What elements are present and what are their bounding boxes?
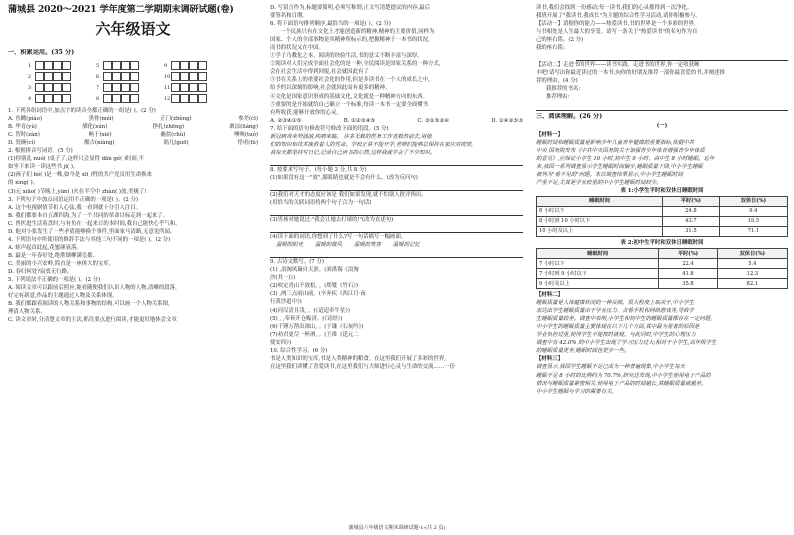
motto-answer-line[interactable] (576, 52, 788, 61)
grid-box[interactable] (44, 94, 53, 103)
q4-line-3: C. 美丽的小兴安岭,简直是一座体大的宝库。 (8, 260, 115, 267)
grid-box[interactable] (130, 61, 139, 70)
table-cell: 9 小时及以上 (537, 279, 659, 289)
grid-box[interactable] (198, 61, 207, 70)
material-3-line-4: 中小学生睡眠与学习的需要有关。 (536, 388, 617, 395)
q8-item-3: (3)男孩对她说过:"我会让她去打球的!"(改为直述句) (270, 217, 394, 224)
q10-line-2: 在这里我们读懂了喜爱读书,在这里我们与大师进行心灵与生命的交流……一份 (270, 363, 455, 370)
q1-option-word: B. 华育(yù) (8, 124, 37, 131)
material-1-line-1: 睡眠时间和睡眠质量是影响少年儿童青年健康的重要指标,依据中共 (536, 139, 695, 146)
q6-option: D. ①④②⑤③ (491, 117, 523, 124)
grid-entry-5 (96, 61, 158, 70)
grid-number: 10 (164, 73, 171, 80)
grid-entry-11 (164, 83, 226, 92)
grid-box[interactable] (130, 83, 139, 92)
q9-lines (270, 266, 523, 346)
table-cell: 31.5 (663, 226, 720, 236)
table-1-caption: 表 1:小学生平时和双休日睡眠时间 (620, 187, 704, 194)
grid-box[interactable] (53, 61, 62, 70)
q2-line-1: (1)你别乱 nuó( )桌子了,这样只会显得 dān gé( )时间,不 (8, 156, 144, 163)
grid-number: 2 (28, 73, 32, 80)
column-middle (270, 4, 523, 371)
grid-box[interactable] (189, 94, 198, 103)
material-2-line-4: 中小学生的睡眠质量主要体现在以下几个方面,其中最为显著的原因是 (536, 324, 700, 331)
q9-line-10: 使安西》) (270, 339, 291, 346)
material-1-text (536, 139, 788, 187)
page-footer: 蒲城县六年级语文期末调研试题-1-(共 2 页) (348, 525, 446, 531)
grid-box[interactable] (53, 72, 62, 81)
table-cell: 8 小时到 10 小时以下 (537, 216, 663, 226)
grid-box[interactable] (62, 83, 71, 92)
q8-item-2b: (用恰当的关联词语将两个句子合为一句话) (270, 200, 372, 207)
table-row (537, 269, 788, 279)
q1-option-word: 俘虏(fú) (237, 140, 258, 147)
table-1 (536, 196, 788, 237)
grid-box[interactable] (171, 61, 180, 70)
grid-entry-12 (164, 94, 226, 103)
q6-option: A. ②③④①⑤ (270, 117, 302, 124)
q3-lines (8, 204, 258, 236)
q8-item-2: (2)我们对天才的态度应该是 我们如果发现,就不怕别人批评指出。 (270, 191, 427, 198)
activity-2-line-1: 【活动二】走进书的世界——读书实践。走进书的世界,你一定收获颇 (536, 62, 700, 69)
grid-box[interactable] (103, 94, 112, 103)
q6-option: B. ①②③④⑤ (343, 117, 376, 124)
material-2-line-7: 的睡眠质量更差,睡眠时间也更少一些。 (536, 348, 630, 355)
grid-entry-6 (96, 72, 158, 81)
grid-box[interactable] (35, 61, 44, 70)
col3-top-line-3: 【活动一】请据你的能力——热爱读书,书的世界是一个多彩的世界, (536, 21, 696, 28)
q5-line-3: B. 我们都跟着阅读的人物关系和事物的结构,可以画一个人物关系图, (8, 301, 170, 308)
grid-box[interactable] (53, 94, 62, 103)
activity-2-line-2: 丰吧!请写出你最近读过的一本书,向你的好朋友推荐一部你最喜爱的书,并阐述推 (536, 70, 725, 77)
grid-number: 6 (96, 73, 100, 80)
grid-box[interactable] (171, 72, 180, 81)
grid-box[interactable] (103, 83, 112, 92)
grid-box[interactable] (121, 61, 130, 70)
q1-option-row (8, 131, 258, 139)
q10-prompt: 10. 综合性学习。(6 分) (270, 347, 328, 354)
q1-option-word: 驯化(xún) (82, 124, 108, 131)
q8-answer-line-3[interactable] (270, 224, 523, 233)
col2-top-lines (270, 4, 523, 20)
grid-box[interactable] (112, 72, 121, 81)
q8-word: 温暖的记忆 (392, 242, 420, 249)
grid-box[interactable] (35, 72, 44, 81)
writing-grid (28, 61, 258, 103)
q2-line-3: (2)孩子们 bó( )是一株,如今是 xī( )牲的共产党员用生命换来 (8, 172, 152, 179)
q1-option-word: 涡儿(guō) (163, 140, 189, 147)
section-3-heading: 三、阅读理解。(26 分) (536, 112, 603, 120)
q8-word: 温暖的阳光 (276, 242, 303, 249)
q9-line-3: (2)咬定青山不放松, 。(郑燮《竹石》) (270, 283, 359, 290)
grid-box[interactable] (180, 94, 189, 103)
q1-option-word: 黑骨(méi) (88, 116, 114, 123)
q10-lines (270, 355, 523, 371)
table-header-cell: 睡眠时间 (537, 249, 659, 259)
grid-box[interactable] (112, 83, 121, 92)
material-1-line-3: 的意见》,应保证小学生 10 小时,初中生 9 小时、高中生 8 小时睡眠。近年 (536, 155, 715, 162)
material-2-line-3: 生睡眠质量较差。调查中表明,小学生和初中生的睡眠质量都存在一定问题, (536, 316, 712, 323)
grid-box[interactable] (130, 72, 139, 81)
grid-number: 8 (96, 95, 100, 102)
q1-option-word: 敢凉(liáng) (229, 124, 258, 131)
q8-word-list (270, 241, 523, 249)
col2-top-line-2: 要签名和日期。 (270, 13, 308, 20)
grid-number: 5 (96, 62, 100, 69)
table-cell: 22.4 (659, 259, 717, 269)
material-2-line-1: 睡眠质量是人体健康状况的一种反映。很大程度上取决于,中小学生 (536, 300, 695, 307)
q1-option-word: D. 瓷碗(cí) (8, 140, 36, 147)
table-header-cell: 平时(%) (663, 196, 720, 206)
grid-box[interactable] (53, 83, 62, 92)
q8-item-4: (4)读下面的词语,你想到了什么?写一句话描写一幅画面。 (270, 234, 407, 241)
q9-prompt: 9. 古诗文默写。(7 分) (270, 259, 324, 266)
table-cell: 19.5 (719, 216, 787, 226)
grid-entry-1 (28, 61, 90, 70)
material-2-text (536, 299, 788, 355)
col3-top-line-5: 己的座右铭。(2 分) (536, 37, 584, 44)
table-cell: 9.4 (719, 206, 787, 216)
q8-prompt: 8. 按要求写句子。(每小题 2 分,共 8 分) (270, 166, 367, 173)
grid-box[interactable] (103, 61, 112, 70)
material-2-line-6: 调查中有 42.0% 的中小学生出现了学习压力过大;相对于小学生,高年级学生 (536, 340, 717, 347)
grid-entry-7 (96, 83, 158, 92)
grid-box[interactable] (103, 72, 112, 81)
table-cell: 71.1 (719, 226, 787, 236)
table-cell: 7 小时以下 (537, 259, 659, 269)
q9-line-7: (5) , ,奉旨开仓赈济。(《诗经》) (270, 315, 343, 322)
grid-box[interactable] (180, 61, 189, 70)
col3-top-lines (536, 4, 788, 52)
q6-intro-2: 国家、个人的全部事物是其精神所标示的,把握精神于一本书的状况, (270, 37, 430, 44)
q6-option: C. ③①⑤②④ (417, 117, 450, 124)
table-cell: 24.8 (663, 206, 720, 216)
q7-prompt: 7. 给下面的语句修改符号修改下面的语段。(5 分) (270, 125, 389, 132)
q1-option-word: 酿吉(niàng) (84, 140, 115, 147)
col3-top-line-1: 读书,我们会找到一份感动;每一读书,我们的心灵都得到一次净化。 (536, 5, 693, 11)
grid-box[interactable] (198, 83, 207, 92)
grid-box[interactable] (62, 72, 71, 81)
q1-option-word: C. 智时(zàn) (8, 132, 40, 139)
table-cell: 10 小时及以上 (537, 226, 663, 236)
q1-option-word: 噢咳(tuó) (234, 132, 258, 139)
q4-lines (8, 244, 258, 276)
grid-box[interactable] (189, 72, 198, 81)
q6-line-6: ④文化是国家意识形成的基础文化,文化就是一种精神方向的东西。 (270, 93, 429, 100)
q1-option-word: 蘸盐(chù) (160, 132, 186, 139)
table-header-cell: 双休日(%) (719, 196, 787, 206)
grid-box[interactable] (62, 94, 71, 103)
grid-box[interactable] (189, 83, 198, 92)
q6-line-4: ③书在关系上的重要社会化的作用,但是多读书在一个人的成长之中, (270, 77, 430, 84)
section-1-heading: 一、积累运用。(35 分) (8, 49, 75, 56)
grid-box[interactable] (171, 94, 180, 103)
table-row (537, 259, 788, 269)
material-3-line-2: 睡眠不足 8 小时的比例约为 70.7%,研究还发现,中小学生使用电子产品的 (536, 372, 711, 379)
q1-options (8, 115, 258, 147)
exam-subject: 六年级语文 (95, 20, 171, 38)
material-2-line-5: 学业负担过重,使得学生不能按时就寝。与此同时,中学生的心理压力 (536, 332, 696, 339)
grid-entry-2 (28, 72, 90, 81)
grid-box[interactable] (198, 72, 207, 81)
q9-line-8: (6)千锤万凿出深山, 。(于谦《石灰吟》) (270, 323, 364, 330)
grid-box[interactable] (44, 72, 53, 81)
table-row (537, 206, 788, 216)
q1-option-row (8, 123, 258, 131)
grid-box[interactable] (121, 94, 130, 103)
table-header-cell: 睡眠时间 (537, 196, 663, 206)
table-cell: 12.3 (717, 269, 787, 279)
grid-box[interactable] (180, 72, 189, 81)
table-header-cell: 双休日(%) (717, 249, 787, 259)
material-3-text (536, 363, 788, 395)
q1-option-word: A. 鱼鳔(piào) (8, 116, 42, 123)
table-row (537, 216, 788, 226)
grid-number: 12 (164, 95, 171, 102)
grid-entry-3 (28, 83, 90, 92)
q7-body (270, 133, 523, 157)
grid-box[interactable] (112, 94, 121, 103)
material-3-line-3: 情况与睡眠质量紧密相关,使用电子产品的时间越长,其睡眠质量就越差。 (536, 380, 707, 387)
q7-body-line-3: 我每天都坚持写日记,记录自己读书的心情,这样我就学会了不少知识。 (270, 149, 436, 156)
table-cell: 5.4 (717, 259, 787, 269)
table-cell: 7 小时到 9 小时以下 (537, 269, 659, 279)
material-2-line-2: 表达出学生睡眠质量由于学业压力、贪看手机和网络游戏等,导致学 (536, 308, 695, 315)
q1-option-word: 正门(zhèng) (160, 116, 192, 123)
q4-line-2: B. 最是一年春好处,绝胜烟柳满皇都。 (8, 252, 98, 259)
q8-word: 温暖的微风 (314, 242, 342, 249)
q1-option-word: 挣扎(zhēng) (152, 124, 185, 131)
q3-line-4: D. 他对小张发生了一些矛盾能够换个事件,里面家马清路,无意见所闻。 (8, 228, 176, 235)
grid-number: 4 (28, 95, 32, 102)
table-header-cell: 平时(%) (659, 249, 717, 259)
recommend-book-label: 我推荐的书名: (546, 86, 581, 93)
col3-top-line-2: 我班开展了"我读书,我成长"为主题的综合性学习活动,请你积极参与。 (536, 13, 701, 20)
q2-lines (8, 155, 258, 195)
q6-line-2: ②阅读对人们完成全面社会化的是一种,全民阅读是国家关系的一种方式, (270, 61, 441, 68)
grid-number: 7 (96, 84, 100, 91)
material-3-line-1: 调查显示,我国学生睡眠不足已成为一种普遍现象,中小学生每天 (536, 364, 685, 371)
material-1-line-2: 中央 国务院发布《中共中央国务院关于加强青少年体育增强青少年体质 (536, 147, 705, 154)
q3-line-3: C. 兽医进生活着盘时,与有鱼在一起来日的本时间,我自己能快心乎气和。 (8, 220, 181, 227)
q3-line-1: A. 这个电视剧情节扣人心弦,我一看到就十分引人注目。 (8, 204, 142, 211)
grid-box[interactable] (44, 61, 53, 70)
q1-option-word: 畅于(xié) (88, 132, 112, 139)
q5-line-4: 理清人物关系。 (8, 309, 46, 316)
material-1-line-5: 被列为"看不见的"问题。本次调查结果显示,中小学生睡眠时间 (536, 171, 683, 178)
material-1-heading: 【材料一】 (536, 131, 563, 138)
grid-box[interactable] (180, 83, 189, 92)
q2-line-5: (3)元 xiāo( )节晚上,yān( )火在半空中 zhàn( )放,美极了! (8, 188, 147, 195)
q10-line-1: 书是人类知识的宝库,书是人类精神的粮食。在这里我们开展了多彩的世界, (270, 355, 446, 362)
q8-item-1: (1)如果没有这一"放",那眼睛也就是不会有什么。(改为反问句) (270, 174, 418, 181)
q7-answer-line[interactable] (270, 157, 523, 166)
q6-lines (270, 52, 523, 116)
q6-options (270, 117, 523, 125)
q7-body-line-1: 新冠病毒来势汹汹,疾病来临。 许多无数的医务工作者毅然前去,用他 (270, 133, 432, 140)
q9-line-6: (4)河汉清且浅, 。(《迢迢牵牛星》) (270, 307, 350, 314)
q6-prompt: 6. 将下面语句排列顺序,最恰当的一项是( )。(2 分) (270, 21, 391, 28)
table-cell: 8 小时以下 (537, 206, 663, 216)
col3-top-line-6: 我的座右铭: (536, 45, 565, 52)
table-cell: 43.7 (663, 216, 720, 226)
col2-top-line-1: D. 写留言作为,标题要简明,必须写称谓,正文写清楚提议的内容,最后 (270, 5, 430, 11)
material-1-line-6: 严重不足,尤其是学业较重的中小学生睡眠时间较少。 (536, 179, 662, 186)
q9-line-9: (7)劝君更尽一杯酒, 。(王维《送元二 (270, 331, 359, 338)
q2-line-2: 如坐下来读一读这些书 jí( )。 (8, 164, 79, 171)
table-row (537, 279, 788, 289)
grid-entry-10 (164, 72, 226, 81)
grid-box[interactable] (171, 83, 180, 92)
grid-box[interactable] (121, 83, 130, 92)
table-2 (536, 248, 788, 289)
q8-word: 温暖的笑容 (353, 242, 381, 249)
q5-lines (8, 284, 258, 324)
reading-part-1: (一) (656, 122, 668, 129)
q3-line-2: B. 我们都要本自五湖四海,为了一个共同的革命目标走到一起来了。 (8, 212, 169, 219)
col3-top-line-4: 与书相处是人生最大的享受。请写一条关于"热爱读书"的名句作为自 (536, 29, 698, 36)
q9-line-1: (1) ,浪淘风簸自天涯。(刘禹锡《浪淘 (270, 267, 359, 274)
material-1-line-4: 来,我国一系列调查显示学生睡眠时间偏少,睡眠质量下降,中小学生睡眠 (536, 163, 703, 170)
q2-prompt: 2. 根据拼音写词语。(5 分) (8, 148, 73, 155)
grid-number: 1 (28, 62, 32, 69)
q6-line-3: 会在社会生活中得到回报,社会就因此有了 (270, 69, 369, 76)
table-2-caption: 表 2:初中生平时和双休日睡眠时间 (620, 239, 704, 246)
table-cell: 35.8 (659, 279, 717, 289)
q5-line-1: A. 阅读文章可以跟前后照应,能看随便我们认识人物的人物,清晰的段落, (8, 285, 177, 292)
table-row (537, 226, 788, 236)
reason-answer-line[interactable] (536, 102, 788, 111)
q6-intro-1: 一个民族只有在文化上才能创造新的精神,精神的主要价值,同样为 (280, 29, 435, 36)
recommend-reason-label: 推荐理由: (546, 94, 570, 101)
material-2-heading: 【材料二】 (536, 292, 563, 299)
q1-prompt: 1. 下列各组词语中,加点字的读音全都正确的一组是( )。(2 分) (8, 108, 156, 115)
q8-answer-line-1[interactable] (270, 182, 523, 191)
column-left (8, 4, 258, 324)
grid-number: 11 (164, 84, 171, 91)
q9-line-4: (3) ,两三点雨山前。(辛弃疾《西江月·夜 (270, 291, 366, 298)
grid-box[interactable] (112, 61, 121, 70)
grid-entry-8 (96, 94, 158, 103)
material-3-heading: 【材料三】 (536, 356, 563, 363)
table-cell: 41.8 (659, 269, 717, 279)
q7-body-line-2: 们的知识和技术挽救着人的性命。学校正常不能开学,老师们能够总保持在家应对疫情, (270, 141, 473, 148)
q9-line-5: 行黄沙道中》) (270, 299, 302, 306)
grid-number: 3 (28, 84, 32, 91)
grid-box[interactable] (35, 83, 44, 92)
q6-line-1: ①学子乃教化之本。阅读的经验生活,书的意义不断丰富与深厚。 (270, 53, 423, 60)
table-cell: 82.1 (717, 279, 787, 289)
q5-prompt: 5. 下列说法不正确的一项是( )。(2 分) (8, 277, 101, 284)
q9-line-2: 沙(其一)》) (270, 275, 296, 282)
grid-box[interactable] (35, 94, 44, 103)
exam-title: 蒲城县 2020～2021 学年度第二学期期末调研试题(卷) (8, 4, 234, 15)
activity-2-lines (536, 61, 788, 85)
q6-line-7: ⑤重要的是开始就给自己确立一个标准,每读一本书一定要全面懂书 (270, 101, 429, 108)
q3-prompt: 3. 下列句子中加点词语运用不正确的一项是( )。(2 分) (8, 196, 138, 203)
q1-option-row (8, 139, 258, 147)
q6-line-8: 有所收获,能够开放你的心灵。 (270, 109, 342, 116)
column-right (536, 4, 788, 396)
grid-number: 9 (164, 62, 168, 69)
activity-2-line-3: 荐的理由。(4 分) (536, 78, 578, 85)
q6-line-5: 给予的以深刻的影响,社会就因此而有更多的精神。 (270, 85, 391, 92)
q5-line-2: 好完有新意,作品的主题通过人物及关系体现。 (8, 293, 118, 300)
grid-box[interactable] (121, 72, 130, 81)
q2-line-4: 的 xing( )。 (8, 180, 39, 187)
grid-entry-9 (164, 61, 226, 70)
q1-option-row (8, 115, 258, 123)
grid-box[interactable] (189, 61, 198, 70)
grid-box[interactable] (44, 83, 53, 92)
grid-box[interactable] (62, 61, 71, 70)
q1-option-word: 参差(cī) (238, 116, 258, 123)
q6-intro-3: 而书的状况又在中国。 (270, 45, 324, 52)
q4-line-1: A. 蛙声起首此起,花蜜颜衰落。 (8, 244, 82, 251)
q4-prompt: 4. 下列语句中所使用的修辞手法与其他三句不同的一项是( )。(2 分) (8, 236, 171, 243)
grid-box[interactable] (130, 94, 139, 103)
q8-answer-line-4[interactable] (270, 249, 523, 258)
q4-line-4: D. 春归何处?寂寞无行路。 (8, 268, 73, 275)
grid-box[interactable] (198, 94, 207, 103)
q8-answer-line-2[interactable] (270, 207, 523, 216)
q5-line-5: C. 读文章时,分清楚文章的主次,抓住要点进行阅读,才能更好地体会文章 (8, 317, 177, 324)
grid-entry-4 (28, 94, 90, 103)
